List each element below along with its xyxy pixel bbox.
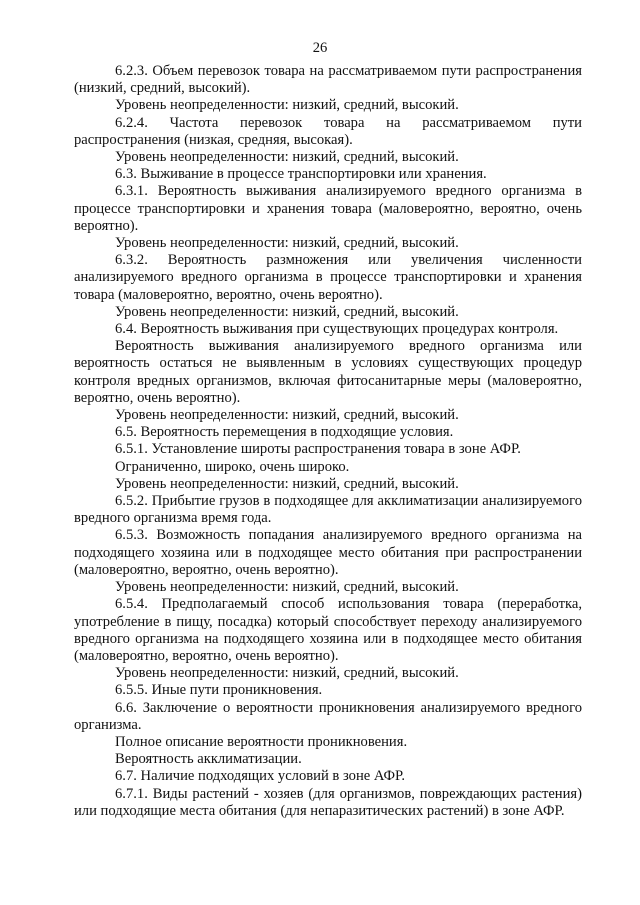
paragraph-6-5-1: 6.5.1. Установление широты распространения товара в зоне АФР. xyxy=(115,441,521,458)
paragraph-6-6-acclimatization: Вероятность акклиматизации. xyxy=(115,751,302,768)
document-body xyxy=(74,63,582,820)
paragraph-6-5-1-options: Ограниченно, широко, очень широко. xyxy=(115,458,350,475)
paragraph-uncertainty: Уровень неопределенности: низкий, средний, высокий. xyxy=(115,665,459,682)
paragraph-uncertainty: Уровень неопределенности: низкий, средний, высокий. xyxy=(115,303,459,320)
paragraph-uncertainty: Уровень неопределенности: низкий, средний, высокий. xyxy=(115,235,459,252)
paragraph-6-2-4: 6.2.4. Частота перевозок товара на рассматриваемом пути распространения (низкая, средняя, высокая). xyxy=(74,114,582,148)
paragraph-6-5: 6.5. Вероятность перемещения в подходящие условия. xyxy=(115,424,454,441)
paragraph-6-3: 6.3. Выживание в процессе транспортировки или хранения. xyxy=(115,166,487,183)
paragraph-6-7-1: 6.7.1. Виды растений - хозяев (для организмов, повреждающих растения) или подходящие места обитания (для непаразитических растений) в зоне АФР. xyxy=(74,785,582,819)
paragraph-6-4: 6.4. Вероятность выживания при существующих процедурах контроля. xyxy=(115,321,559,338)
paragraph-6-2-3: 6.2.3. Объем перевозок товара на рассматриваемом пути распространения (низкий, средний, высокий). xyxy=(74,63,582,97)
paragraph-6-6-full-description: Полное описание вероятности проникновения. xyxy=(115,733,408,750)
paragraph-uncertainty: Уровень неопределенности: низкий, средний, высокий. xyxy=(115,407,459,424)
paragraph-6-5-5: 6.5.5. Иные пути проникновения. xyxy=(115,682,323,699)
paragraph-6-5-4: 6.5.4. Предполагаемый способ использования товара (переработка, употребление в пищу, посадка) который способствует переходу анализируемого вредного организма на подходящего хозяина или в подходящее место обитания (маловероятно, вероятно, очень вероятно). xyxy=(74,596,582,664)
paragraph-uncertainty: Уровень неопределенности: низкий, средний, высокий. xyxy=(115,579,459,596)
paragraph-uncertainty: Уровень неопределенности: низкий, средний, высокий. xyxy=(115,149,459,166)
paragraph-6-5-2: 6.5.2. Прибытие грузов в подходящее для акклиматизации анализируемого вредного организма время года. xyxy=(74,493,582,527)
paragraph-uncertainty: Уровень неопределенности: низкий, средний, высокий. xyxy=(115,97,459,114)
paragraph-6-7: 6.7. Наличие подходящих условий в зоне АФР. xyxy=(115,768,405,785)
paragraph-6-3-2: 6.3.2. Вероятность размножения или увеличения численности анализируемого вредного организма в процессе транспортировки и хранения товара (маловероятно, вероятно, очень вероятно). xyxy=(74,252,582,303)
paragraph-uncertainty: Уровень неопределенности: низкий, средний, высокий. xyxy=(115,475,459,492)
paragraph-6-6: 6.6. Заключение о вероятности проникновения анализируемого вредного организма. xyxy=(74,699,582,733)
paragraph-6-3-1: 6.3.1. Вероятность выживания анализируемого вредного организма в процессе транспортировки и хранения товара (маловероятно, вероятно, очень вероятно). xyxy=(74,183,582,234)
paragraph-6-4-text: Вероятность выживания анализируемого вредного организма или вероятность остаться не выявленным в условиях существующих процедур контроля вредных организмов, включая фитосанитарные меры (маловероятно, вероятно, очень вероятно). xyxy=(74,338,582,406)
page-number: 26 xyxy=(312,40,328,56)
paragraph-6-5-3: 6.5.3. Возможность попадания анализируемого вредного организма на подходящего хозяина или в подходящее место обитания при распространении (маловероятно, вероятно, очень вероятно). xyxy=(74,527,582,578)
